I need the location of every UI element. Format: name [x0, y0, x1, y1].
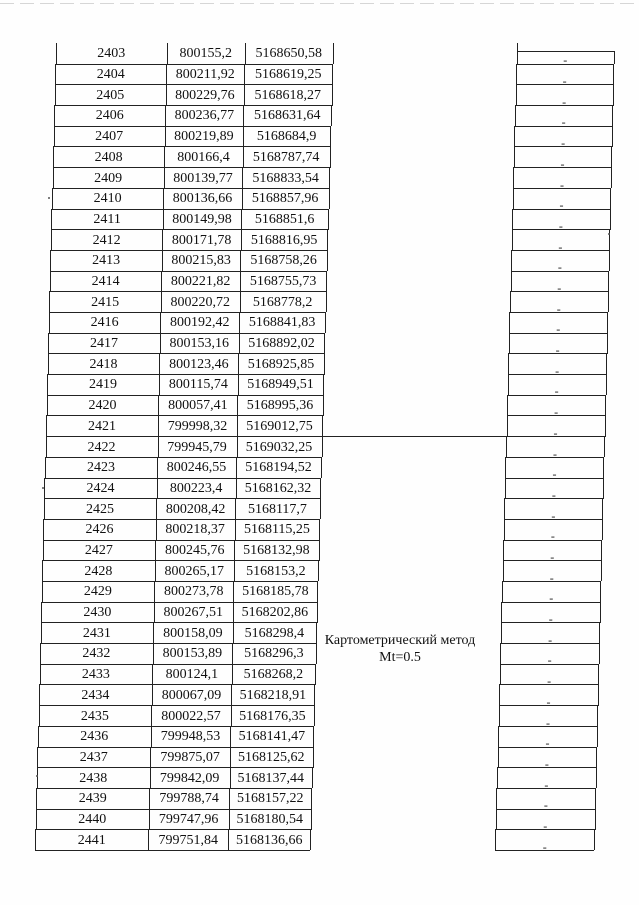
point-number-cell: 2440 [78, 811, 107, 827]
x-coordinate-cell: 799875,07 [160, 749, 220, 765]
y-coordinate-cell: 5168816,95 [250, 232, 318, 248]
empty-value-dash: - [547, 674, 552, 689]
y-coordinate-cell: 5168841,83 [248, 315, 316, 331]
table-column-divider [608, 271, 609, 292]
point-number-cell: 2422 [87, 439, 116, 455]
table-column-divider [611, 167, 612, 188]
table-column-divider [600, 602, 601, 623]
y-coordinate-cell: 5168185,78 [242, 584, 309, 600]
table-column-divider [310, 829, 311, 850]
table-column-divider [598, 684, 599, 705]
table-column-divider [326, 271, 327, 292]
point-number-cell: 2404 [96, 67, 125, 83]
table-column-divider [599, 643, 600, 664]
y-coordinate-cell: 5168115,25 [243, 522, 310, 538]
table-column-divider [328, 209, 329, 230]
scan-speck [608, 233, 610, 235]
table-column-divider [324, 333, 325, 354]
empty-value-dash: - [555, 343, 560, 358]
point-number-cell: 2406 [95, 108, 124, 124]
y-coordinate-cell: 5168892,02 [248, 336, 315, 352]
point-number-cell: 2441 [77, 832, 106, 848]
point-number-cell: 2439 [78, 791, 107, 807]
point-number-cell: 2410 [93, 191, 122, 207]
empty-value-dash: - [559, 177, 564, 192]
x-coordinate-cell: 800158,09 [163, 625, 223, 641]
y-coordinate-cell: 5168684,9 [256, 129, 317, 145]
point-number-cell: 2414 [91, 273, 120, 289]
table-column-divider [330, 146, 331, 167]
table-column-divider [610, 209, 611, 230]
table-row-divider [517, 51, 614, 52]
y-coordinate-cell: 5168618,27 [254, 87, 321, 103]
empty-value-dash: - [556, 322, 561, 337]
empty-value-dash: - [551, 487, 556, 502]
table-column-divider [329, 188, 330, 209]
point-number-cell: 2433 [81, 667, 110, 683]
point-number-cell: 2429 [83, 584, 112, 600]
x-coordinate-cell: 800136,66 [172, 191, 233, 207]
x-coordinate-cell: 800208,42 [165, 501, 226, 517]
empty-value-dash: - [548, 612, 553, 627]
x-coordinate-cell: 800267,51 [163, 605, 224, 621]
point-number-cell: 2430 [83, 605, 112, 621]
point-number-cell: 2403 [97, 46, 126, 62]
table-column-divider [606, 374, 607, 395]
x-coordinate-cell: 800219,89 [174, 129, 234, 145]
y-coordinate-cell: 5168995,36 [246, 398, 314, 414]
table-column-divider [319, 519, 320, 540]
table-column-divider [312, 767, 313, 788]
method-name: Картометрический метод [324, 633, 476, 648]
empty-value-dash: - [543, 818, 548, 833]
y-coordinate-cell: 5168787,74 [252, 149, 320, 165]
table-column-divider [314, 705, 315, 726]
x-coordinate-cell: 800153,89 [162, 646, 223, 662]
table-column-divider [610, 188, 611, 209]
scan-speck [36, 775, 38, 777]
table-column-divider [311, 788, 312, 809]
empty-value-dash: - [558, 218, 563, 233]
point-number-cell: 2416 [90, 315, 119, 331]
y-coordinate-cell: 5168132,98 [243, 542, 310, 558]
scan-speck [42, 487, 44, 489]
point-number-cell: 2409 [94, 170, 123, 186]
x-coordinate-cell: 799945,79 [167, 439, 227, 455]
table-column-divider [613, 64, 614, 85]
empty-value-dash: - [542, 839, 547, 854]
y-coordinate-cell: 5168141,47 [238, 729, 306, 745]
x-coordinate-cell: 800273,78 [164, 584, 224, 600]
empty-value-dash: - [557, 280, 562, 295]
y-coordinate-cell: 5169032,25 [245, 439, 313, 455]
point-number-cell: 2417 [90, 336, 119, 352]
table-column-divider [333, 43, 334, 64]
table-column-divider [599, 622, 600, 643]
x-coordinate-cell: 800067,09 [161, 687, 222, 703]
point-number-cell: 2424 [86, 480, 115, 496]
table-column-divider [605, 415, 606, 436]
x-coordinate-cell: 799788,74 [159, 791, 219, 807]
x-coordinate-cell: 800265,17 [164, 563, 224, 579]
table-column-divider [324, 353, 325, 374]
empty-value-dash: - [552, 467, 557, 482]
point-number-cell: 2419 [89, 377, 118, 393]
x-coordinate-cell: 800246,55 [166, 460, 227, 476]
table-column-divider [602, 519, 603, 540]
empty-value-dash: - [553, 425, 558, 440]
table-column-divider [603, 457, 604, 478]
x-coordinate-cell: 800166,4 [177, 149, 230, 165]
table-column-divider [596, 747, 597, 768]
empty-value-dash: - [555, 363, 560, 378]
table-column-divider [595, 788, 596, 809]
point-number-cell: 2436 [80, 729, 109, 745]
table-column-divider [320, 498, 321, 519]
point-number-cell: 2411 [93, 211, 121, 227]
y-coordinate-cell: 5168268,2 [243, 667, 304, 683]
table-column-divider [311, 809, 312, 830]
empty-value-dash: - [549, 591, 554, 606]
table-column-divider [313, 747, 314, 768]
empty-value-dash: - [549, 570, 554, 585]
empty-value-dash: - [546, 694, 551, 709]
y-coordinate-cell: 5168157,22 [237, 791, 304, 807]
x-coordinate-cell: 800215,83 [171, 253, 231, 269]
table-column-divider [597, 726, 598, 747]
y-coordinate-cell: 5168202,86 [241, 605, 309, 621]
empty-value-dash: - [559, 198, 564, 213]
empty-value-dash: - [550, 549, 555, 564]
table-column-divider [604, 436, 605, 457]
y-coordinate-cell: 5168125,62 [238, 749, 305, 765]
table-column-divider [597, 705, 598, 726]
empty-value-dash: - [545, 736, 550, 751]
table-column-divider [607, 312, 608, 333]
table-column-divider [332, 84, 333, 105]
y-coordinate-cell: 5168650,58 [255, 46, 322, 62]
x-coordinate-cell: 799842,09 [159, 770, 220, 786]
table-column-divider [596, 767, 597, 788]
point-number-cell: 2405 [96, 87, 125, 103]
method-note [300, 632, 500, 666]
x-coordinate-cell: 799751,84 [158, 832, 218, 848]
table-column-divider [323, 374, 324, 395]
empty-value-dash: - [553, 446, 557, 461]
method-section-divider [322, 436, 506, 437]
x-coordinate-cell: 800123,46 [169, 356, 229, 372]
point-number-cell: 2407 [95, 129, 124, 145]
y-coordinate-cell: 5168925,85 [247, 356, 315, 372]
table-column-divider [605, 395, 606, 416]
table-column-divider [325, 312, 326, 333]
table-column-divider [322, 436, 323, 457]
x-coordinate-cell: 800139,77 [173, 170, 233, 186]
table-column-divider [314, 684, 315, 705]
point-number-cell: 2427 [84, 542, 113, 558]
point-number-cell: 2426 [85, 522, 114, 538]
x-coordinate-cell: 800221,82 [170, 273, 231, 289]
y-coordinate-cell: 5168851,6 [254, 211, 315, 227]
empty-value-dash: - [558, 239, 563, 254]
table-column-divider [326, 291, 327, 312]
point-number-cell: 2434 [81, 687, 110, 703]
table-column-divider [322, 415, 323, 436]
x-coordinate-cell: 800149,98 [172, 211, 232, 227]
table-column-divider [601, 560, 602, 581]
x-coordinate-cell: 800153,16 [169, 336, 230, 352]
empty-value-dash: - [544, 756, 549, 771]
table-column-divider [601, 540, 602, 561]
table-column-divider [609, 250, 610, 271]
table-column-divider [317, 602, 318, 623]
x-coordinate-cell: 799948,53 [160, 729, 221, 745]
y-coordinate-cell: 5168755,73 [249, 273, 317, 289]
y-coordinate-cell: 5168857,96 [251, 191, 319, 207]
empty-value-dash: - [554, 405, 559, 420]
scan-speck [48, 197, 50, 199]
table-column-divider [612, 126, 613, 147]
table-column-divider [332, 64, 333, 85]
empty-value-dash: - [562, 74, 567, 89]
empty-value-dash: - [545, 715, 550, 730]
empty-value-dash: - [560, 156, 565, 171]
table-column-divider [611, 146, 612, 167]
x-coordinate-cell: 800155,2 [179, 46, 232, 62]
y-coordinate-cell: 5168296,3 [244, 646, 304, 662]
table-column-divider [330, 126, 331, 147]
point-number-cell: 2418 [89, 356, 118, 372]
empty-value-dash: - [563, 53, 568, 68]
x-coordinate-cell: 800057,41 [168, 398, 228, 414]
table-column-divider [608, 291, 609, 312]
point-number-cell: 2421 [88, 418, 116, 434]
table-column-divider [598, 664, 599, 685]
y-coordinate-cell: 5169012,75 [246, 418, 313, 434]
table-column-divider [613, 84, 614, 105]
empty-value-dash: - [561, 136, 566, 151]
table-column-divider [321, 457, 322, 478]
x-coordinate-cell: 800223,4 [169, 480, 223, 496]
empty-value-dash: - [544, 777, 549, 792]
y-coordinate-cell: 5168176,35 [239, 708, 306, 724]
y-coordinate-cell: 5168194,52 [245, 460, 312, 476]
y-coordinate-cell: 5168949,51 [247, 377, 314, 393]
table-column-divider [319, 540, 320, 561]
x-coordinate-cell: 800220,72 [170, 294, 230, 310]
x-coordinate-cell: 800218,37 [165, 522, 225, 538]
point-number-cell: 2435 [80, 708, 109, 724]
y-coordinate-cell: 5168833,54 [252, 170, 319, 186]
x-coordinate-cell: 800211,92 [175, 67, 235, 83]
point-number-cell: 2415 [91, 294, 120, 310]
empty-value-dash: - [557, 260, 562, 275]
table-column-divider [318, 560, 319, 581]
table-column-divider [315, 664, 316, 685]
empty-value-dash: - [561, 115, 566, 130]
table-column-divider [594, 829, 595, 850]
table-column-divider [320, 478, 321, 499]
empty-value-dash: - [556, 301, 561, 316]
x-coordinate-cell: 800236,77 [174, 108, 235, 124]
x-coordinate-cell: 800022,57 [161, 708, 221, 724]
y-coordinate-cell: 5168758,26 [250, 253, 317, 269]
table-column-divider [327, 229, 328, 250]
table-column-divider [612, 105, 613, 126]
table-column-divider [607, 333, 608, 354]
empty-value-dash: - [548, 632, 553, 647]
x-coordinate-cell: 800171,78 [171, 232, 232, 248]
y-coordinate-cell: 5168619,25 [254, 67, 322, 83]
point-number-cell: 2420 [88, 398, 117, 414]
x-coordinate-cell: 799998,32 [167, 418, 228, 434]
empty-value-dash: - [551, 508, 556, 523]
table-column-divider [331, 105, 332, 126]
table-column-divider [595, 809, 596, 830]
table-column-divider [329, 167, 330, 188]
x-coordinate-cell: 800192,42 [170, 315, 230, 331]
point-number-cell: 2432 [82, 646, 111, 662]
point-number-cell: 2425 [85, 501, 114, 517]
x-coordinate-cell: 800115,74 [168, 377, 228, 393]
table-column-divider [327, 250, 328, 271]
empty-value-dash: - [554, 384, 559, 399]
point-number-cell: 2423 [86, 460, 115, 476]
table-column-divider [603, 478, 604, 499]
point-number-cell: 2431 [82, 625, 111, 641]
y-coordinate-cell: 5168117,7 [247, 501, 307, 517]
empty-value-dash: - [562, 94, 567, 109]
y-coordinate-cell: 5168298,4 [244, 625, 305, 641]
y-coordinate-cell: 5168162,32 [244, 480, 312, 496]
table-column-divider [323, 395, 324, 416]
y-coordinate-cell: 5168631,64 [253, 108, 321, 124]
table-column-divider [614, 51, 615, 64]
x-coordinate-cell: 800229,76 [175, 87, 235, 103]
y-coordinate-cell: 5168778,2 [252, 294, 313, 310]
x-coordinate-cell: 799747,96 [158, 811, 219, 827]
table-column-divider [606, 353, 607, 374]
x-coordinate-cell: 800124,1 [165, 667, 219, 683]
table-column-divider [600, 581, 601, 602]
y-coordinate-cell: 5168180,54 [236, 811, 303, 827]
empty-value-dash: - [550, 529, 555, 544]
empty-value-dash: - [547, 653, 552, 668]
method-accuracy: Mt=0.5 [379, 650, 421, 665]
y-coordinate-cell: 5168218,91 [239, 687, 307, 703]
point-number-cell: 2408 [94, 149, 123, 165]
point-number-cell: 2413 [92, 253, 121, 269]
point-number-cell: 2412 [92, 232, 121, 248]
y-coordinate-cell: 5168153,2 [246, 563, 306, 579]
point-number-cell: 2438 [79, 770, 108, 786]
table-column-divider [602, 498, 603, 519]
table-column-divider [317, 581, 318, 602]
empty-value-dash: - [543, 798, 548, 813]
table-column-divider [313, 726, 314, 747]
y-coordinate-cell: 5168136,66 [235, 832, 303, 848]
x-coordinate-cell: 800245,76 [164, 542, 225, 558]
point-number-cell: 2428 [84, 563, 113, 579]
point-number-cell: 2437 [79, 749, 108, 765]
y-coordinate-cell: 5168137,44 [237, 770, 305, 786]
